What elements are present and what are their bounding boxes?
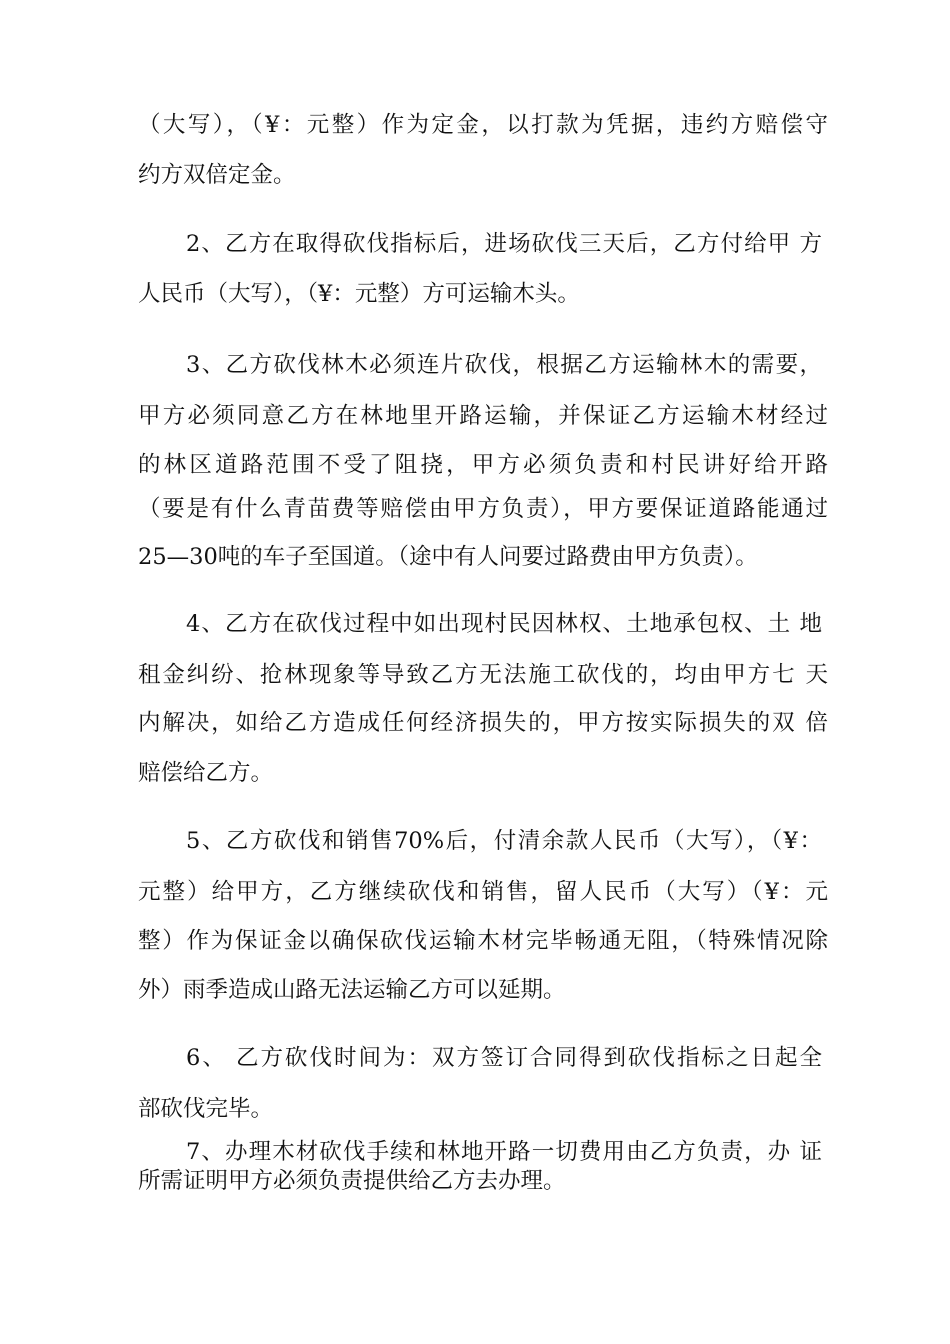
text-line: 内解决，如给乙方造成任何经济损失的，甲方按实际损失的双 倍	[138, 710, 828, 736]
clause-7-line-1: 7、办理木材砍伐手续和林地开路一切费用由乙方负责，办 证	[186, 1139, 822, 1165]
text-line: 所需证明甲方必须负责提供给乙方去办理。	[138, 1168, 566, 1194]
text-line: 元整）给甲方，乙方继续砍伐和销售，留人民币（大写）（¥：元	[138, 879, 828, 905]
text-line: 约方双倍定金。	[138, 162, 296, 188]
clause-2-line-1: 2、乙方在取得砍伐指标后，进场砍伐三天后，乙方付给甲 方	[186, 231, 822, 257]
clause-3-line-1: 3、乙方砍伐林木必须连片砍伐，根据乙方运输林木的需要，	[186, 352, 822, 378]
text-line: （要是有什么青苗费等赔偿由甲方负责），甲方要保证道路能通过	[138, 496, 828, 522]
clause-4-line-1: 4、乙方在砍伐过程中如出现村民因林权、土地承包权、土 地	[186, 611, 822, 637]
text-line: 赔偿给乙方。	[138, 760, 274, 786]
text-line: 部砍伐完毕。	[138, 1096, 274, 1122]
text-line: 甲方必须同意乙方在林地里开路运输，并保证乙方运输木材经过	[138, 403, 828, 429]
text-line: 外）雨季造成山路无法运输乙方可以延期。	[138, 977, 566, 1003]
clause-5-line-1: 5、乙方砍伐和销售70%后，付清余款人民币（大写），（¥：	[186, 828, 822, 854]
text-line: 租金纠纷、抢林现象等导致乙方无法施工砍伐的，均由甲方七 天	[138, 662, 828, 688]
text-line: 整）作为保证金以确保砍伐运输木材完毕畅通无阻，（特殊情况除	[138, 928, 828, 954]
clause-6-line-1: 6、 乙方砍伐时间为：双方签订合同得到砍伐指标之日起全	[186, 1045, 822, 1071]
text-line: 的林区道路范围不受了阻挠，甲方必须负责和村民讲好给开路	[138, 452, 828, 478]
text-line: （大写），（¥：元整）作为定金，以打款为凭据，违约方赔偿守	[138, 112, 828, 138]
text-line: 人民币（大写），（¥：元整）方可运输木头。	[138, 281, 580, 307]
text-line: 25—30吨的车子至国道。（途中有人问要过路费由甲方负责）。	[138, 544, 758, 570]
